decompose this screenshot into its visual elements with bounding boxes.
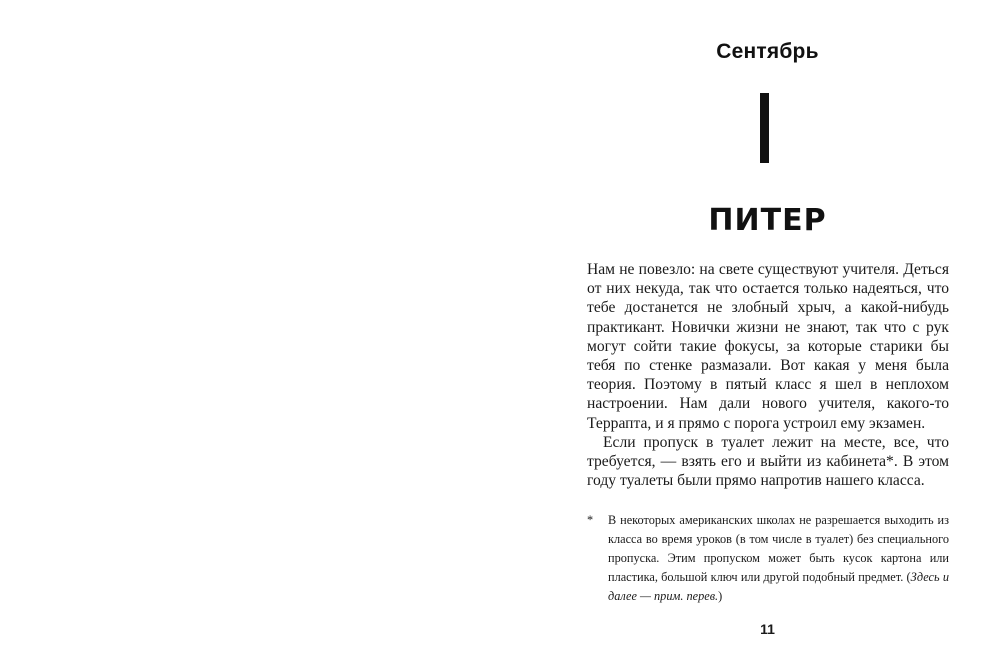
footnote-mark: *	[587, 513, 594, 527]
footnote-text-block	[608, 511, 949, 606]
narrator-name: ПИТЕР	[708, 203, 827, 238]
footnote	[587, 511, 949, 606]
body-paragraph: Нам не повезло: на свете существуют учителя. Деться от них некуда, так что остается только надеяться, что тебе достанется не злобный хрыч, а какой-нибудь практикант. Новички жизни не знают, так что с рук могут сойти такие фокусы, за которые старики бы тебя по стенке размазали. Вот какая у меня была теория. Поэтому в пятый класс я шел в неплохом настроении. Нам дали нового учителя, какого-то Террапта, и я прямо с порога устроил ему экзамен.	[587, 261, 949, 432]
chapter-number	[760, 93, 769, 163]
footnote-text: В некоторых американских школах не разрешается выходить из класса во время уроков (в том числе в туалет) без специального пропуска. Этим пропуском может быть кусок картона или пластика, большой ключ или другой подобный предмет. (	[608, 513, 949, 584]
right-page	[500, 0, 1000, 666]
chapter-body	[587, 260, 949, 490]
translator-note: Здесь и далее — прим. перев.	[608, 570, 949, 603]
month-heading: Сентябрь	[716, 40, 819, 63]
chapter-number-label	[760, 93, 761, 94]
footnote-closing: )	[718, 589, 723, 603]
page-number: 11	[760, 621, 775, 637]
body-paragraph: Если пропуск в туалет лежит на месте, все, что требуется, — взять его и выйти из кабинета*. В этом году туалеты были прямо напротив нашего класса.	[587, 433, 949, 490]
